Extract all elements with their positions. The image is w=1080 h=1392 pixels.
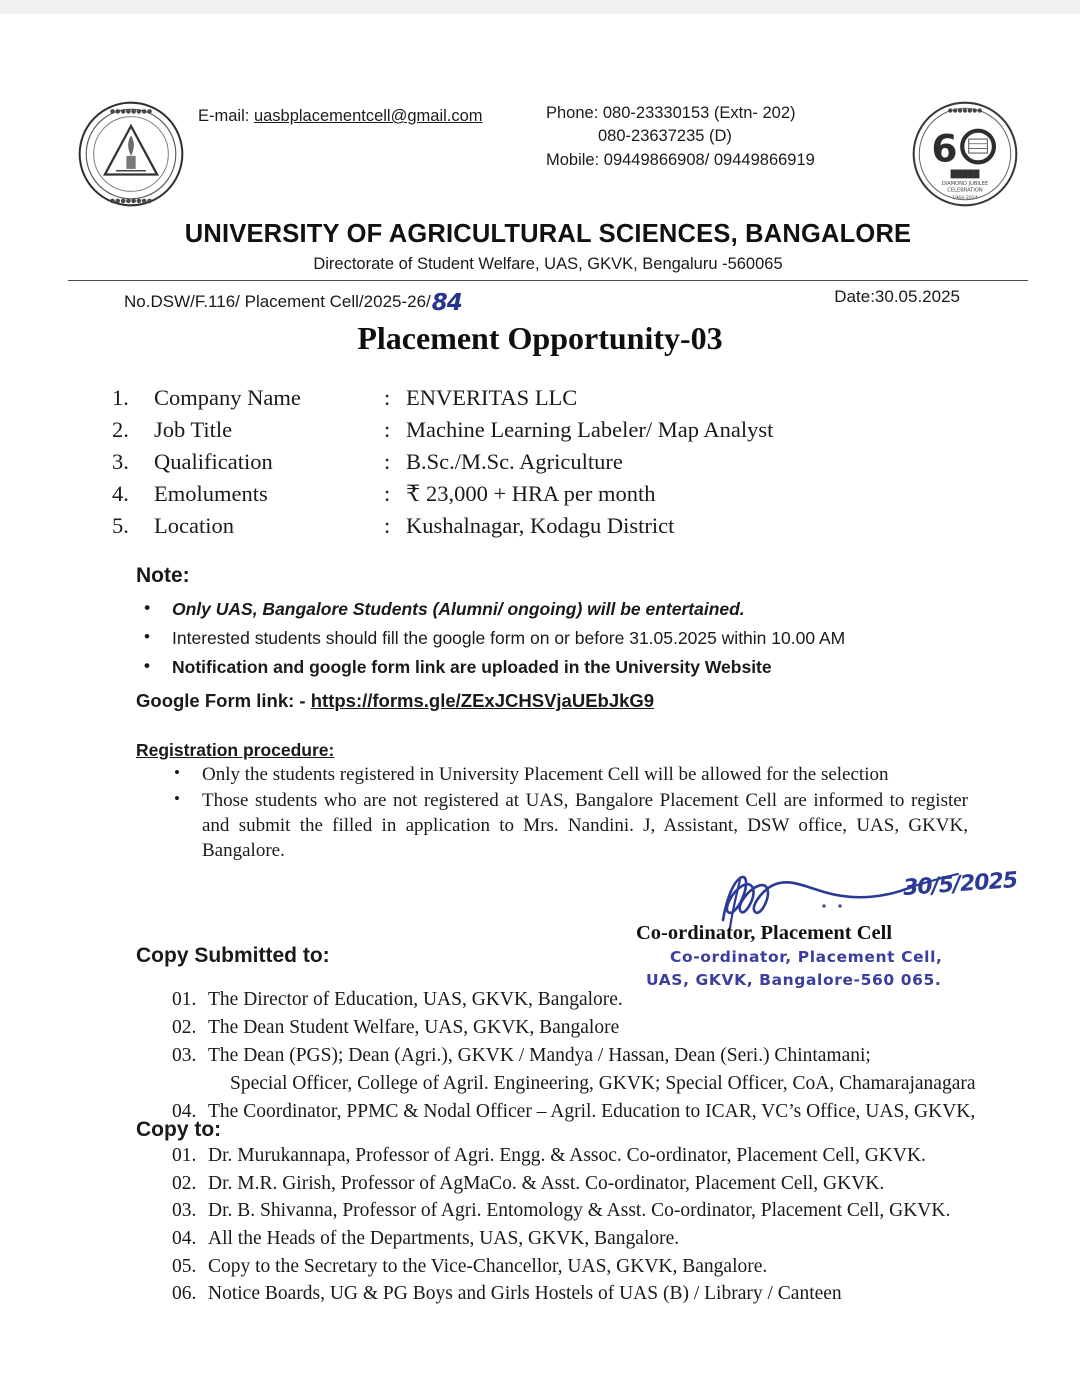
- item-number: 03.: [172, 1045, 197, 1067]
- detail-value: B.Sc./M.Sc. Agriculture: [406, 449, 623, 474]
- item-text: Dr. Murukannapa, Professor of Agri. Engg. & Assoc. Co-ordinator, Placement Cell, GKVK.: [208, 1145, 926, 1166]
- item-number: 05.: [172, 1255, 197, 1277]
- reference-number: [124, 287, 462, 316]
- detail-label: Emoluments: [154, 481, 268, 506]
- svg-text:DIAMOND JUBILEE: DIAMOND JUBILEE: [941, 180, 989, 187]
- detail-colon: :: [384, 417, 391, 442]
- detail-colon: :: [384, 513, 391, 538]
- detail-label: Job Title: [154, 417, 233, 442]
- detail-value: ENVERITAS LLC: [406, 385, 578, 410]
- item-number: 02.: [172, 1172, 197, 1194]
- item-number: 01.: [172, 989, 197, 1010]
- reference-line: [68, 285, 1028, 319]
- item-text: Dr. B. Shivanna, Professor of Agri. Entomology & Asst. Co-ordinator, Placement Cell, GKVK.: [208, 1200, 951, 1222]
- svg-text:●●●●●●●●: ●●●●●●●●: [109, 107, 153, 115]
- list-item: [172, 1042, 1002, 1098]
- page-title: Placement Opportunity-03: [357, 320, 723, 356]
- note-heading: Note:: [136, 564, 190, 587]
- note-list: [136, 596, 966, 683]
- svg-text:█████: █████: [950, 169, 980, 179]
- detail-value: Machine Learning Labeler/ Map Analyst: [406, 417, 774, 442]
- detail-index: 1.: [112, 385, 129, 410]
- detail-label: Company Name: [154, 385, 301, 410]
- item-text: The Dean Student Welfare, UAS, GKVK, Bangalore: [208, 1017, 620, 1039]
- svg-text:1964-2024: 1964-2024: [952, 195, 978, 201]
- list-item: [172, 986, 1002, 1014]
- detail-row: [112, 510, 1012, 542]
- registration-list: [168, 762, 968, 864]
- phone-block: [546, 102, 815, 172]
- google-form-label: Google Form link: -: [136, 690, 311, 711]
- phone-line-2: 080-23637235 (D): [598, 127, 732, 146]
- detail-index: 3.: [112, 449, 129, 474]
- copy-to-heading: Copy to:: [136, 1118, 222, 1141]
- detail-colon: :: [384, 385, 391, 410]
- svg-text:CELEBRATION: CELEBRATION: [947, 187, 983, 194]
- document-date: Date:30.05.2025: [834, 287, 960, 306]
- item-number: 04.: [172, 1228, 197, 1250]
- registration-item: • Those students who are not registered at UAS, Bangalore Placement Cell are informed to register and submit the filled in application to Mrs. Nandini. J, Assistant, DSW office, UAS, GKVK, Bangalore.: [168, 788, 968, 863]
- item-number: 06.: [172, 1283, 197, 1305]
- detail-row: [112, 478, 1012, 510]
- detail-label: Qualification: [154, 449, 273, 474]
- detail-row: [112, 414, 1012, 446]
- stamp-line-2: UAS, GKVK, Bangalore-560 065.: [646, 971, 942, 990]
- scanned-sheet: [8, 14, 1072, 1392]
- item-text: Copy to the Secretary to the Vice-Chancellor, UAS, GKVK, Bangalore.: [208, 1255, 768, 1277]
- note-item: • Only UAS, Bangalore Students (Alumni/ ongoing) will be entertained.: [136, 596, 966, 623]
- signature-caption: Co-ordinator, Placement Cell: [636, 922, 893, 944]
- reference-handwritten-number: 84: [431, 290, 462, 316]
- handwritten-date: 30/5/2025: [902, 868, 1018, 901]
- directorate-line: Directorate of Student Welfare, UAS, GKVK, Bengaluru -560065: [313, 255, 783, 273]
- item-number: 02.: [172, 1017, 197, 1039]
- svg-text:●●●●●●●: ●●●●●●●: [947, 108, 983, 114]
- item-text: All the Heads of the Departments, UAS, GKVK, Bangalore.: [208, 1228, 680, 1250]
- copy-submitted-list: [172, 986, 1002, 1126]
- header-divider: [68, 280, 1028, 281]
- svg-text:●●●●●●●●: ●●●●●●●●: [109, 197, 153, 205]
- google-form-link[interactable]: https://forms.gle/ZExJCHSVjaUEbJkG9: [310, 690, 655, 711]
- svg-text:6: 6: [931, 126, 958, 171]
- detail-label: Location: [154, 513, 234, 538]
- copy-submitted-heading: Copy Submitted to:: [136, 944, 330, 967]
- item-text: The Dean (PGS); Dean (Agri.), GKVK / Mandya / Hassan, Dean (Seri.) Chintamani;: [208, 1045, 871, 1067]
- detail-row: [112, 382, 1012, 414]
- list-item: [172, 1170, 1002, 1198]
- list-item: [172, 1253, 1002, 1281]
- note-item: • Interested students should fill the google form on or before 31.05.2025 within 10.00 AM: [136, 625, 966, 652]
- detail-index: 5.: [112, 513, 129, 538]
- detail-index: 4.: [112, 481, 129, 506]
- registration-item: • Only the students registered in University Placement Cell will be allowed for the selection: [168, 762, 968, 787]
- reference-number-text: No.DSW/F.116/ Placement Cell/2025-26/: [124, 292, 431, 311]
- note-item: • Notification and google form link are uploaded in the University Website: [136, 654, 966, 681]
- stamp-line-1: Co-ordinator, Placement Cell,: [670, 948, 943, 966]
- list-item: [172, 1142, 1002, 1170]
- list-item: [172, 1014, 1002, 1042]
- list-item: [172, 1280, 1002, 1308]
- list-item: [172, 1225, 1002, 1253]
- item-text: Dr. M.R. Girish, Professor of AgMaCo. & Asst. Co-ordinator, Placement Cell, GKVK.: [208, 1172, 885, 1194]
- email-label: E-mail:: [198, 107, 250, 125]
- detail-colon: :: [384, 449, 391, 474]
- item-number: 01.: [172, 1145, 197, 1166]
- item-text: The Coordinator, PPMC & Nodal Officer – Agril. Education to ICAR, VC’s Office, UAS, GKVK,: [208, 1101, 976, 1123]
- detail-row: [112, 446, 1012, 478]
- item-text-continued: Special Officer, College of Agril. Engineering, GKVK; Special Officer, CoA, Chamarajanagara: [230, 1073, 976, 1095]
- email-row: [198, 105, 483, 128]
- google-form-line: [136, 690, 654, 712]
- item-text: Notice Boards, UG & PG Boys and Girls Hostels of UAS (B) / Library / Canteen: [208, 1283, 842, 1305]
- list-item: [172, 1197, 1002, 1225]
- phone-line-3: Mobile: 09449866908/ 09449866919: [546, 150, 815, 169]
- detail-value: ₹ 23,000 + HRA per month: [406, 481, 656, 506]
- job-details-list: [112, 382, 1012, 542]
- detail-value: Kushalnagar, Kodagu District: [406, 513, 675, 538]
- item-number: 03.: [172, 1200, 197, 1222]
- detail-index: 2.: [112, 417, 129, 442]
- university-name: UNIVERSITY OF AGRICULTURAL SCIENCES, BANGALORE: [184, 220, 912, 248]
- phone-line-1: Phone: 080-23330153 (Extn- 202): [546, 104, 796, 122]
- signature-block: [628, 862, 1028, 1002]
- diamond-jubilee-seal-icon: [906, 98, 1024, 210]
- letterhead: [68, 92, 1028, 316]
- copy-to-list: [172, 1142, 1002, 1308]
- item-number: 04.: [172, 1101, 197, 1123]
- uas-bangalore-seal-icon: [72, 98, 190, 210]
- detail-colon: :: [384, 481, 391, 506]
- email-address[interactable]: uasbplacementcell@gmail.com: [253, 107, 483, 125]
- item-text: The Director of Education, UAS, GKVK, Bangalore.: [208, 989, 623, 1010]
- registration-heading: Registration procedure:: [136, 740, 335, 760]
- list-item: [172, 1098, 1002, 1126]
